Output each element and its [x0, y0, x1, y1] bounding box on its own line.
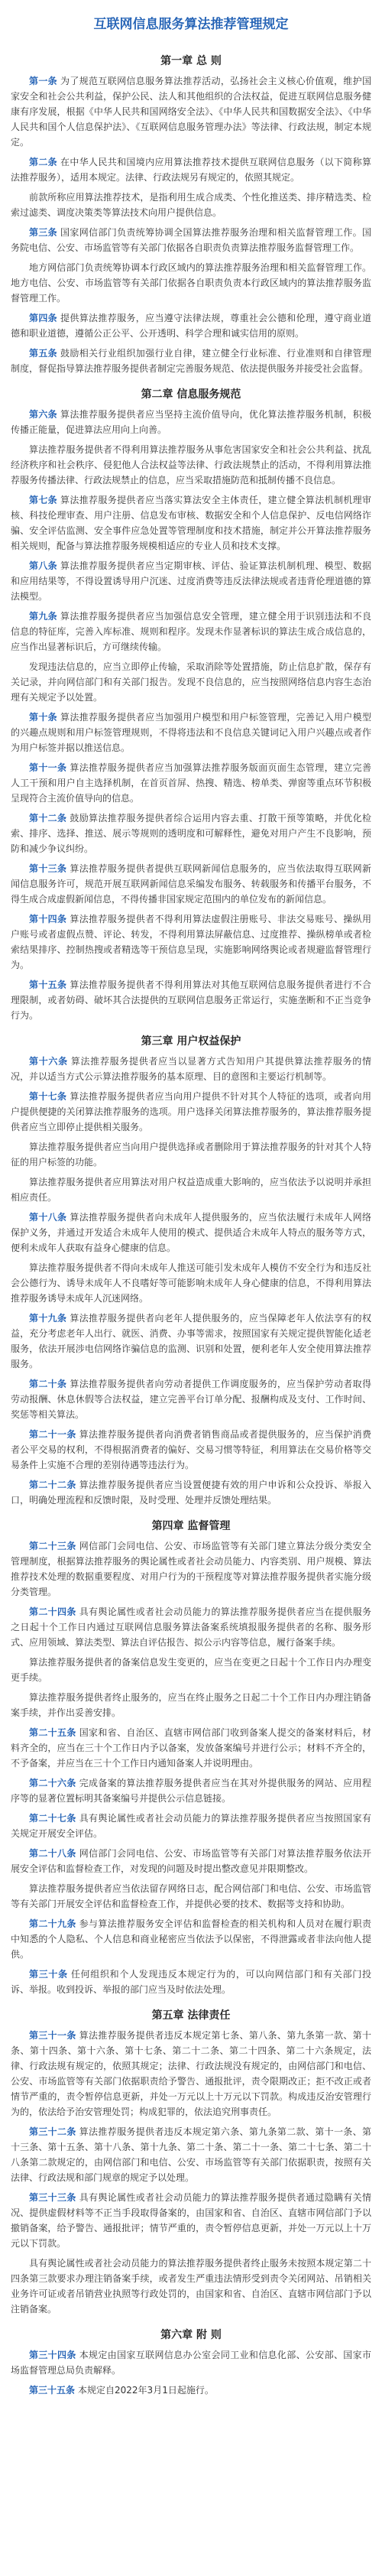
article-text: 提供算法推荐服务，应当遵守法律法规，尊重社会公德和伦理，遵守商业道德和职业道德，遵循公正公平、公开透明、科学合理和诚实信用的原则。: [11, 313, 371, 339]
article-text: 国家网信部门负责统筹协调全国算法推荐服务治理和相关监督管理工作。国务院电信、公安、市场监管等有关部门依据各自职责负责算法推荐服务监督管理工作。: [11, 227, 371, 253]
article-text: 算法推荐服务提供者向消费者销售商品或者提供服务的，应当保护消费者公平交易的权利，不得根据消费者的偏好、交易习惯等特征，利用算法在交易价格等交易条件上实施不合理的差别待遇等违法行为。: [11, 1429, 371, 1470]
article-paragraph: [0, 1089, 382, 1135]
article-number: 第四条: [29, 313, 58, 323]
article-paragraph: [0, 2124, 382, 2185]
article-text: 地方网信部门负责统筹协调本行政区域内的算法推荐服务治理和相关监督管理工作。地方电信、公安、市场监管等有关部门依据各自职责负责本行政区域内的算法推荐服务监督管理工作。: [11, 262, 371, 304]
article-text: 具有舆论属性或者社会动员能力的算法推荐服务提供者通过隐瞒有关情况、提供虚假材料等不正当手段取得备案的，由国家和省、自治区、直辖市网信部门予以撤销备案，给予警告、通报批评；情节严重的，责令暂停信息更新，并处一万元以上十万元以下罚款。: [11, 2192, 371, 2249]
article-number: 第八条: [29, 560, 58, 571]
article-number: 第七条: [29, 495, 58, 505]
article-paragraph: [0, 1916, 382, 1962]
article-paragraph: [0, 1690, 382, 1720]
article-number: 第十八条: [29, 1212, 67, 1223]
article-number: 第二十九条: [29, 1918, 76, 1929]
article-text: 具有舆论属性或者社会动员能力的算法推荐服务提供者终止服务未按照本规定第二十四条第三款要求办理注销备案手续，或者发生严重违法情形受到责令关闭网站、吊销相关业务许可证或者吊销营业执照等行政处罚的，由国家和省、自治区、直辖市网信部门予以注销备案。: [11, 2258, 371, 2315]
article-text: 算法推荐服务提供者应当设置便捷有效的用户申诉和公众投诉、举报入口，明确处理流程和反馈时限，及时受理、处理并反馈处理结果。: [11, 1480, 371, 1506]
article-paragraph: [0, 977, 382, 1023]
article-number: 第十条: [29, 712, 58, 723]
article-paragraph: [0, 1311, 382, 1372]
article-paragraph: [0, 1655, 382, 1685]
article-number: 第二十六条: [29, 1778, 76, 1788]
article-text: 算法推荐服务提供者不得利用算法对其他互联网信息服务提供者进行不合理限制，或者妨碍、破坏其合法提供的互联网信息服务正常运行，实施垄断和不正当竞争行为。: [11, 979, 371, 1021]
article-paragraph: [0, 1881, 382, 1912]
article-text: 鼓励相关行业组织加强行业自律，建立健全行业标准、行业准则和自律管理制度，督促指导算法推荐服务提供者制定完善服务规范、依法提供服务并接受社会监督。: [11, 348, 371, 374]
article-text: 算法推荐服务提供者向老年人提供服务的，应当保障老年人依法享有的权益，充分考虑老年人出行、就医、消费、办事等需求，按照国家有关规定提供智能化适老服务，依法开展涉电信网络诈骗信息的监测、识别和处置，便利老年人安全使用算法推荐服务。: [11, 1313, 371, 1369]
article-number: 第三十三条: [29, 2192, 76, 2203]
article-text: 算法推荐服务提供者终止服务的，应当在终止服务之日起二十个工作日内办理注销备案手续，并作出妥善安排。: [11, 1692, 371, 1718]
article-text: 算法推荐服务提供者应当落实算法安全主体责任，建立健全算法机制机理审核、科技伦理审查、用户注册、信息发布审核、数据安全和个人信息保护、反电信网络诈骗、安全评估监测、安全事件应急处置等管理制度和技术措施，制定并公开算法推荐服务相关规则，配备与算法推荐服务规模相适应的专业人员和技术支撑。: [11, 495, 371, 551]
article-paragraph: [0, 861, 382, 907]
article-text: 具有舆论属性或者社会动员能力的算法推荐服务提供者应当在提供服务之日起十个工作日内通过互联网信息服务算法备案系统填报服务提供者的名称、服务形式、应用领域、算法类型、算法自评估报告、拟公示内容等信息，履行备案手续。: [11, 1606, 371, 1648]
chapter-heading: 第三章 用户权益保护: [141, 1035, 241, 1048]
article-number: 第二十三条: [29, 1541, 76, 1551]
article-text: 算法推荐服务提供者应当定期审核、评估、验证算法机制机理、模型、数据和应用结果等，不得设置诱导用户沉迷、过度消费等违反法律法规或者违背伦理道德的算法模型。: [11, 560, 371, 602]
article-text: 前款所称应用算法推荐技术，是指利用生成合成类、个性化推送类、排序精选类、检索过滤类、调度决策类等算法技术向用户提供信息。: [11, 192, 371, 218]
article-paragraph: [0, 1376, 382, 1422]
article-text: 鼓励算法推荐服务提供者综合运用内容去重、打散干预等策略，并优化检索、排序、选择、推送、展示等规则的透明度和可解释性，避免对用户产生不良影响，预防和减少争议纠纷。: [11, 813, 371, 854]
article-number: 第六条: [29, 409, 58, 420]
chapter-heading: 第四章 监督管理: [151, 1520, 231, 1532]
article-number: 第二条: [29, 157, 58, 167]
chapter-section: [0, 1519, 382, 1997]
article-number: 第十七条: [29, 1091, 67, 1102]
article-paragraph: [0, 911, 382, 973]
article-text: 算法推荐服务提供者应当向用户提供选择或者删除用于算法推荐服务的针对其个人特征的用户标签的功能。: [11, 1142, 371, 1168]
article-number: 第十五条: [29, 979, 67, 990]
article-text: 网信部门会同电信、公安、市场监管等有关部门建立算法分级分类安全管理制度，根据算法推荐服务的舆论属性或者社会动员能力、内容类别、用户规模、算法推荐技术处理的数据重要程度、对用户行为的干预程度等对算法推荐服务提供者实施分级分类管理。: [11, 1541, 371, 1597]
article-text: 网信部门会同电信、公安、市场监管等有关部门对算法推荐服务依法开展安全评估和监督检查工作，对发现的问题及时提出整改意见并限期整改。: [11, 1848, 371, 1874]
article-number: 第十六条: [29, 1056, 68, 1067]
article-paragraph: [0, 810, 382, 856]
article-text: 算法推荐服务提供者提供互联网新闻信息服务的，应当依法取得互联网新闻信息服务许可，规范开展互联网新闻信息采编发布服务、转载服务和传播平台服务，不得生成合成虚假新闻信息，不得传播非国家规定范围内的单位发布的新闻信息。: [11, 863, 371, 905]
article-number: 第十四条: [29, 914, 67, 924]
article-text: 算法推荐服务提供者应当以显著方式告知用户其提供算法推荐服务的情况，并以适当方式公示算法推荐服务的基本原理、目的意图和主要运行机制等。: [11, 1056, 371, 1082]
article-text: 本规定自2022年3月1日起施行。: [78, 2385, 214, 2396]
article-number: 第十九条: [29, 1313, 67, 1324]
article-number: 第十一条: [29, 762, 67, 773]
article-number: 第三条: [29, 227, 58, 238]
article-paragraph: [0, 1260, 382, 1306]
article-number: 第十三条: [29, 863, 67, 874]
article-paragraph: [0, 2256, 382, 2317]
chapter-heading: 第一章 总 则: [160, 55, 222, 67]
article-paragraph: [0, 1427, 382, 1473]
article-text: 任何组织和个人发现违反本规定行为的，可以向网信部门和有关部门投诉、举报。收到投诉、举报的部门应当及时依法处理。: [11, 1969, 371, 1995]
article-text: 算法推荐服务提供者应当坚持主流价值导向，优化算法推荐服务机制，积极传播正能量，促进算法应用向上向善。: [11, 409, 371, 435]
article-paragraph: [0, 1967, 382, 1997]
article-text: 算法推荐服务提供者应当加强算法推荐服务版面页面生态管理，建立完善人工干预和用户自主选择机制，在首页首屏、热搜、精选、榜单类、弹窗等重点环节积极呈现符合主流价值导向的信息。: [11, 762, 371, 804]
article-paragraph: [0, 73, 382, 150]
chapter-heading: 第五章 法律责任: [151, 2009, 231, 2022]
article-paragraph: [0, 609, 382, 655]
article-paragraph: [0, 154, 382, 185]
article-number: 第二十一条: [29, 1429, 76, 1440]
article-paragraph: [0, 659, 382, 705]
article-paragraph: [0, 1210, 382, 1256]
article-text: 在中华人民共和国境内应用算法推荐技术提供互联网信息服务（以下简称算法推荐服务），适用本规定。法律、行政法规另有规定的，依照其规定。: [11, 157, 371, 183]
article-text: 算法推荐服务提供者不得向未成年人推送可能引发未成年人模仿不安全行为和违反社会公德行为、诱导未成年人不良嗜好等可能影响未成年人身心健康的信息，不得利用算法推荐服务诱导未成年人沉迷网络。: [11, 1262, 371, 1304]
article-text: 算法推荐服务提供者应当向用户提供不针对其个人特征的选项，或者向用户提供便捷的关闭算法推荐服务的选项。用户选择关闭算法推荐服务的，算法推荐服务提供者应当立即停止提供相关服务。: [11, 1091, 371, 1132]
article-paragraph: [0, 2383, 382, 2398]
article-text: 参与算法推荐服务安全评估和监督检查的相关机构和人员对在履行职责中知悉的个人隐私、个人信息和商业秘密应当依法予以保密，不得泄露或者非法向他人提供。: [11, 1918, 371, 1960]
article-paragraph: [0, 492, 382, 554]
article-paragraph: [0, 407, 382, 437]
document-body: [0, 54, 382, 2398]
article-text: 算法推荐服务提供者应当加强信息安全管理，建立健全用于识别违法和不良信息的特征库，完善入库标准、规则和程序。发现未作显著标识的算法生成合成信息的，应当作出显著标识后，方可继续传输。: [11, 611, 371, 652]
article-text: 算法推荐服务提供者不得利用算法推荐服务从事危害国家安全和社会公共利益、扰乱经济秩序和社会秩序、侵犯他人合法权益等法律、行政法规禁止的活动，不得利用算法推荐服务传播法律、行政法规禁止的信息，应当采取措施防范和抵制传播不良信息。: [11, 444, 371, 486]
article-text: 具有舆论属性或者社会动员能力的算法推荐服务提供者应当按照国家有关规定开展安全评估。: [11, 1813, 371, 1839]
chapter-section: [0, 54, 382, 376]
article-number: 第二十八条: [29, 1848, 76, 1859]
article-text: 算法推荐服务提供者不得利用算法虚假注册账号、非法交易账号、操纵用户账号或者虚假点赞、评论、转发，不得利用算法屏蔽信息、过度推荐、操纵榜单或者检索结果排序、控制热搜或者精选等干预信息呈现，实施影响网络舆论或者规避监督管理行为。: [11, 914, 371, 970]
article-paragraph: [0, 260, 382, 306]
article-paragraph: [0, 190, 382, 220]
article-text: 算法推荐服务提供者向未成年人提供服务的，应当依法履行未成年人网络保护义务，并通过开发适合未成年人使用的模式、提供适合未成年人特点的服务等方式，便利未成年人获取有益身心健康的信息。: [11, 1212, 371, 1253]
article-text: 算法推荐服务提供者应当依法留存网络日志，配合网信部门和电信、公安、市场监管等有关部门开展安全评估和监督检查工作，并提供必要的技术、数据等支持和协助。: [11, 1883, 371, 1909]
article-text: 算法推荐服务提供者应当加强用户模型和用户标签管理，完善记入用户模型的兴趣点规则和用户标签管理规则，不得将违法和不良信息关键词记入用户兴趣点或者作为用户标签并据以推送信息。: [11, 712, 371, 753]
article-text: 发现违法信息的，应当立即停止传输，采取消除等处置措施，防止信息扩散，保存有关记录，并向网信部门和有关部门报告。发现不良信息的，应当按照网络信息内容生态治理有关规定予以处置。: [11, 661, 371, 703]
article-number: 第三十五条: [29, 2385, 76, 2396]
article-number: 第五条: [29, 348, 58, 359]
article-number: 第三十四条: [29, 2350, 76, 2360]
article-paragraph: [0, 2190, 382, 2251]
chapter-heading: 第六章 附 则: [160, 2329, 222, 2341]
article-text: 国家和省、自治区、直辖市网信部门收到备案人提交的备案材料后，材料齐全的，应当在三十个工作日内予以备案，发放备案编号并进行公示；材料不齐全的，不予备案，并应当在三十个工作日内通知备案人并说明理由。: [11, 1727, 371, 1769]
article-number: 第三十二条: [29, 2126, 76, 2137]
article-number: 第二十条: [29, 1379, 67, 1389]
article-paragraph: [0, 1775, 382, 1806]
article-number: 第二十四条: [29, 1606, 76, 1617]
article-paragraph: [0, 1054, 382, 1084]
article-paragraph: [0, 1846, 382, 1876]
chapter-section: [0, 2327, 382, 2398]
article-text: 算法推荐服务提供者违反本规定第六条、第九条第二款、第十一条、第十三条、第十五条、第十八条、第十九条、第二十条、第二十一条、第二十七条、第二十八条第二款规定的，由网信部门和电信、公安、市场监管等有关部门依据职责，按照有关法律、行政法规和部门规章的规定予以处理。: [11, 2126, 371, 2183]
article-text: 完成备案的算法推荐服务提供者应当在其对外提供服务的网站、应用程序等的显著位置标明其备案编号并提供公示信息链接。: [11, 1778, 371, 1804]
article-paragraph: [0, 1477, 382, 1508]
article-number: 第三十条: [29, 1969, 68, 1980]
chapter-section: [0, 1034, 382, 1508]
article-number: 第十二条: [29, 813, 67, 823]
chapter-section: [0, 387, 382, 1023]
article-number: 第九条: [29, 611, 58, 622]
article-text: 为了规范互联网信息服务算法推荐活动，弘扬社会主义核心价值观，维护国家安全和社会公共利益，保护公民、法人和其他组织的合法权益，促进互联网信息服务健康有序发展，根据《中华人民共和国网络安全法》、《中华人民共和国数据安全法》、《中华人民共和国个人信息保护法》、《互联网信息服务管理办法》等法律、行政法规，制定本规定。: [11, 76, 371, 148]
article-number: 第二十二条: [29, 1480, 76, 1490]
article-text: 算法推荐服务提供者的备案信息发生变更的，应当在变更之日起十个工作日内办理变更手续。: [11, 1657, 371, 1683]
article-paragraph: [0, 760, 382, 806]
article-paragraph: [0, 225, 382, 255]
article-paragraph: [0, 710, 382, 755]
article-paragraph: [0, 2347, 382, 2378]
article-paragraph: [0, 2028, 382, 2120]
article-text: 本规定由国家互联网信息办公室会同工业和信息化部、公安部、国家市场监督管理总局负责解释。: [11, 2350, 371, 2376]
article-paragraph: [0, 1604, 382, 1650]
article-number: 第二十五条: [29, 1727, 76, 1738]
article-text: 算法推荐服务提供者违反本规定第七条、第八条、第九条第一款、第十条、第十四条、第十六条、第十七条、第二十二条、第二十四条、第二十六条规定，法律、行政法规有规定的，依照其规定；法律、行政法规没有规定的，由网信部门和电信、公安、市场监管等有关部门依据职责给予警告、通报批评，责令限期改正；拒不改正或者情节严重的，责令暂停信息更新，并处一万元以上十万元以下罚款。构成违反治安管理行为的，依法给予治安管理处罚；构成犯罪的，依法追究刑事责任。: [11, 2030, 371, 2117]
article-paragraph: [0, 1725, 382, 1771]
document-title: 互联网信息服务算法推荐管理规定: [93, 17, 289, 32]
chapter-section: [0, 2008, 382, 2317]
article-paragraph: [0, 1139, 382, 1170]
article-paragraph: [0, 558, 382, 604]
article-paragraph: [0, 1538, 382, 1600]
article-number: 第二十七条: [29, 1813, 76, 1824]
article-number: 第一条: [29, 76, 58, 86]
article-text: 算法推荐服务提供者向劳动者提供工作调度服务的，应当保护劳动者取得劳动报酬、休息休假等合法权益，建立完善平台订单分配、报酬构成及支付、工作时间、奖惩等相关算法。: [11, 1379, 371, 1420]
article-paragraph: [0, 346, 382, 376]
article-paragraph: [0, 1811, 382, 1841]
article-paragraph: [0, 1174, 382, 1205]
article-paragraph: [0, 310, 382, 341]
article-paragraph: [0, 442, 382, 488]
chapter-heading: 第二章 信息服务规范: [141, 388, 241, 401]
article-text: 算法推荐服务提供者应用算法对用户权益造成重大影响的，应当依法予以说明并承担相应责任。: [11, 1177, 371, 1203]
article-number: 第三十一条: [29, 2030, 76, 2041]
